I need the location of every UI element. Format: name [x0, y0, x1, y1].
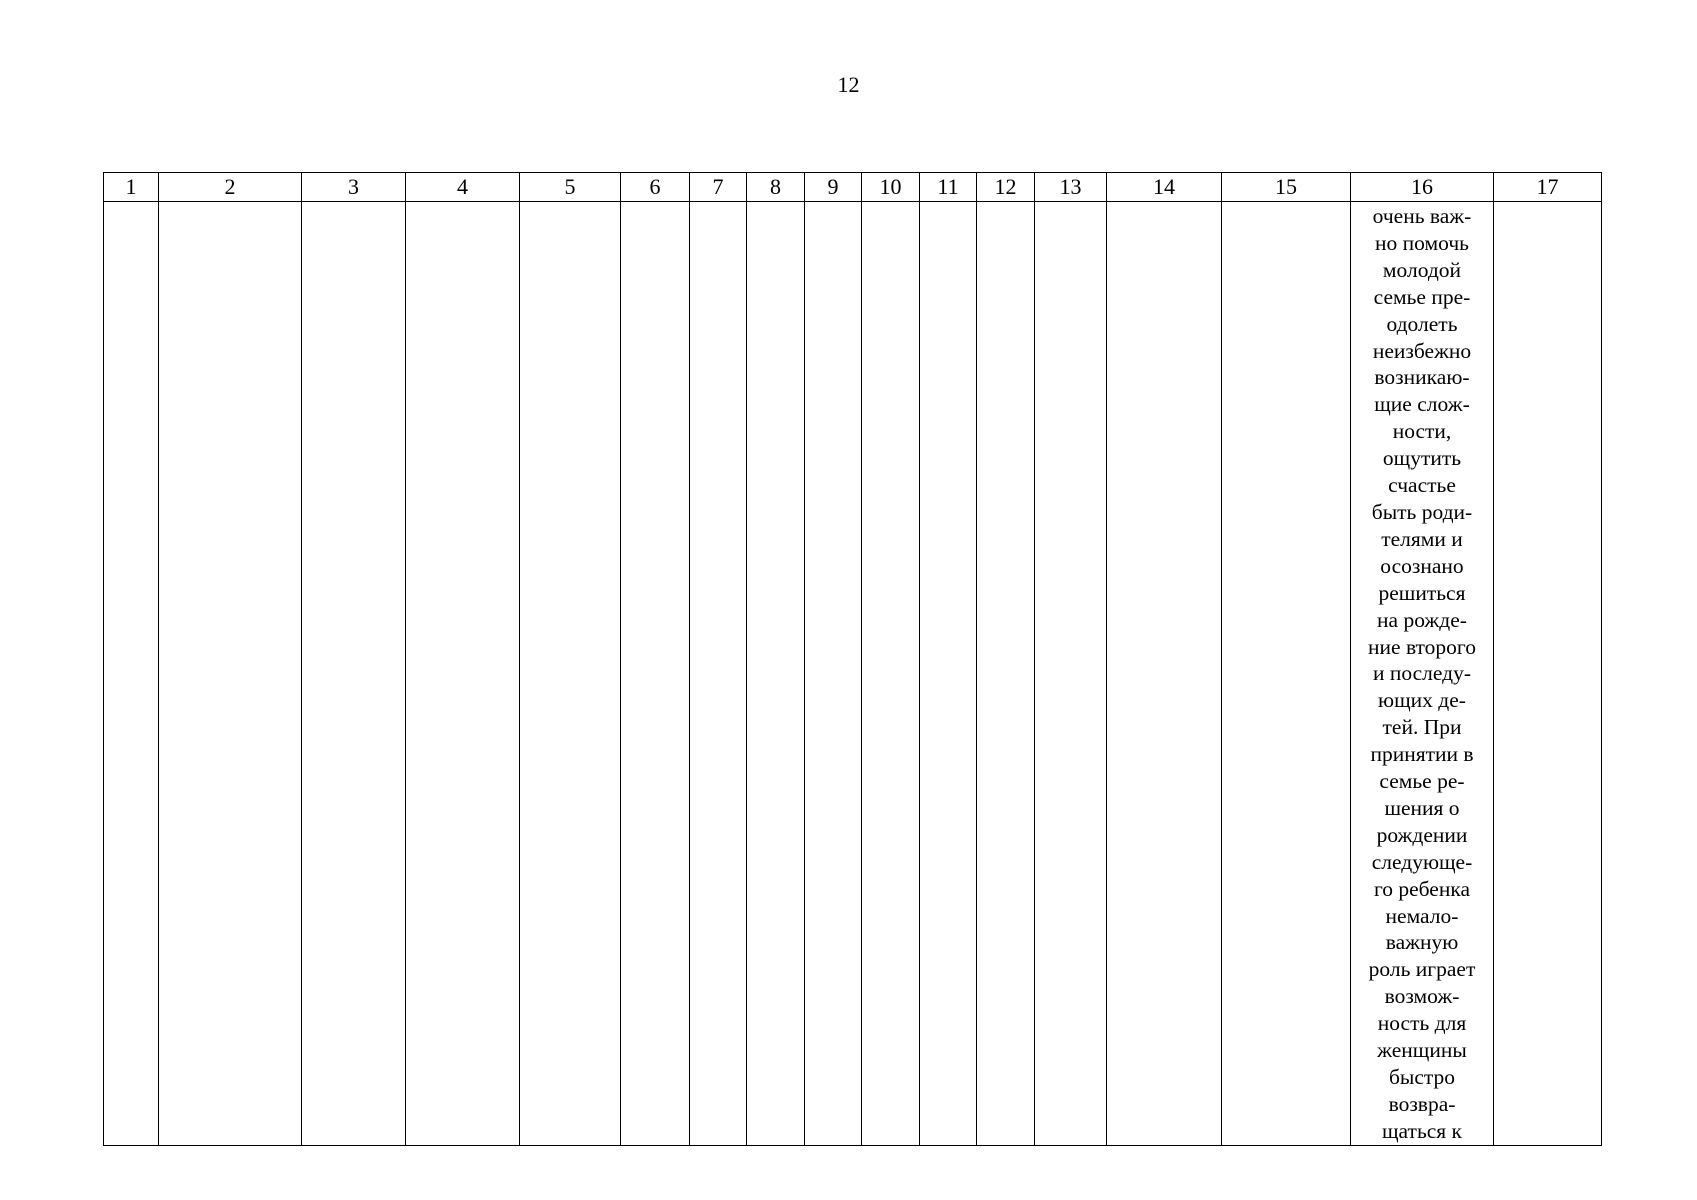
cell-col-11 [920, 202, 977, 1146]
text-line: очень важ- [1372, 204, 1472, 228]
cell-col-15 [1222, 202, 1351, 1146]
text-line: го ребенка [1373, 876, 1471, 901]
text-line: на рожде- [1377, 607, 1467, 632]
text-line: молодой [1382, 257, 1462, 282]
cell-col-14 [1107, 202, 1222, 1146]
column-header-1: 1 [104, 173, 159, 202]
text-line: щие слож- [1374, 392, 1470, 417]
column-header-6: 6 [621, 173, 690, 202]
text-line: тей. При [1382, 715, 1462, 740]
cell-col-7 [690, 202, 747, 1146]
text-line: ющих де- [1378, 688, 1466, 713]
text-line: щаться к [1382, 1118, 1462, 1143]
column-header-14: 14 [1107, 173, 1222, 202]
text-line: принятии в [1370, 742, 1474, 767]
text-line: следующе- [1371, 849, 1473, 874]
text-line: одолеть [1386, 311, 1458, 336]
cell-col-9 [805, 202, 862, 1146]
cell-col-2 [159, 202, 302, 1146]
text-line: шения о [1384, 795, 1460, 820]
column-header-4: 4 [406, 173, 520, 202]
column-header-7: 7 [690, 173, 747, 202]
column-header-10: 10 [862, 173, 920, 202]
cell-col-8 [747, 202, 805, 1146]
cell-col-5 [520, 202, 621, 1146]
text-line: возмож- [1384, 984, 1460, 1009]
column-header-12: 12 [977, 173, 1035, 202]
cell-col-4 [406, 202, 520, 1146]
text-line: рождении [1376, 822, 1468, 847]
column-header-2: 2 [159, 173, 302, 202]
data-table [103, 172, 1602, 1146]
text-line: быстро [1388, 1065, 1456, 1089]
cell-col-10 [862, 202, 920, 1146]
column-16-text [1351, 202, 1493, 1145]
page-number: 12 [837, 72, 860, 97]
text-line: неизбежно [1372, 338, 1472, 363]
cell-col-17 [1494, 202, 1602, 1146]
table-row [104, 202, 1602, 1146]
column-header-5: 5 [520, 173, 621, 202]
text-line: ности, [1392, 419, 1452, 444]
text-line: ность для [1377, 1011, 1467, 1036]
text-line: решиться [1378, 580, 1466, 605]
column-header-3: 3 [302, 173, 406, 202]
text-line: ние второго [1368, 634, 1476, 659]
text-line: семье пре- [1373, 284, 1471, 309]
cell-col-13 [1035, 202, 1107, 1146]
text-line: быть роди- [1371, 499, 1473, 524]
column-header-11: 11 [920, 173, 977, 202]
text-line: осознано [1380, 553, 1464, 578]
header-row [104, 173, 1602, 202]
cell-col-6 [621, 202, 690, 1146]
text-line: телями и [1381, 526, 1463, 551]
text-line: семье ре- [1379, 769, 1465, 794]
column-header-16: 16 [1351, 173, 1494, 202]
text-line: но помочь [1375, 230, 1469, 255]
cell-col-16 [1351, 202, 1494, 1146]
text-line: и последу- [1372, 661, 1472, 686]
cell-col-12 [977, 202, 1035, 1146]
text-line: ощутить [1382, 446, 1462, 471]
text-line: немало- [1385, 903, 1459, 928]
column-header-17: 17 [1494, 173, 1602, 202]
cell-col-3 [302, 202, 406, 1146]
text-line: роль играет [1368, 957, 1476, 982]
column-header-15: 15 [1222, 173, 1351, 202]
column-header-8: 8 [747, 173, 805, 202]
column-header-13: 13 [1035, 173, 1107, 202]
cell-col-1 [104, 202, 159, 1146]
text-line: счастье [1388, 473, 1456, 498]
text-line: женщины [1377, 1038, 1467, 1063]
text-line: возвра- [1388, 1091, 1456, 1116]
text-line: возникаю- [1374, 365, 1470, 390]
text-line: важную [1385, 930, 1459, 955]
column-header-9: 9 [805, 173, 862, 202]
